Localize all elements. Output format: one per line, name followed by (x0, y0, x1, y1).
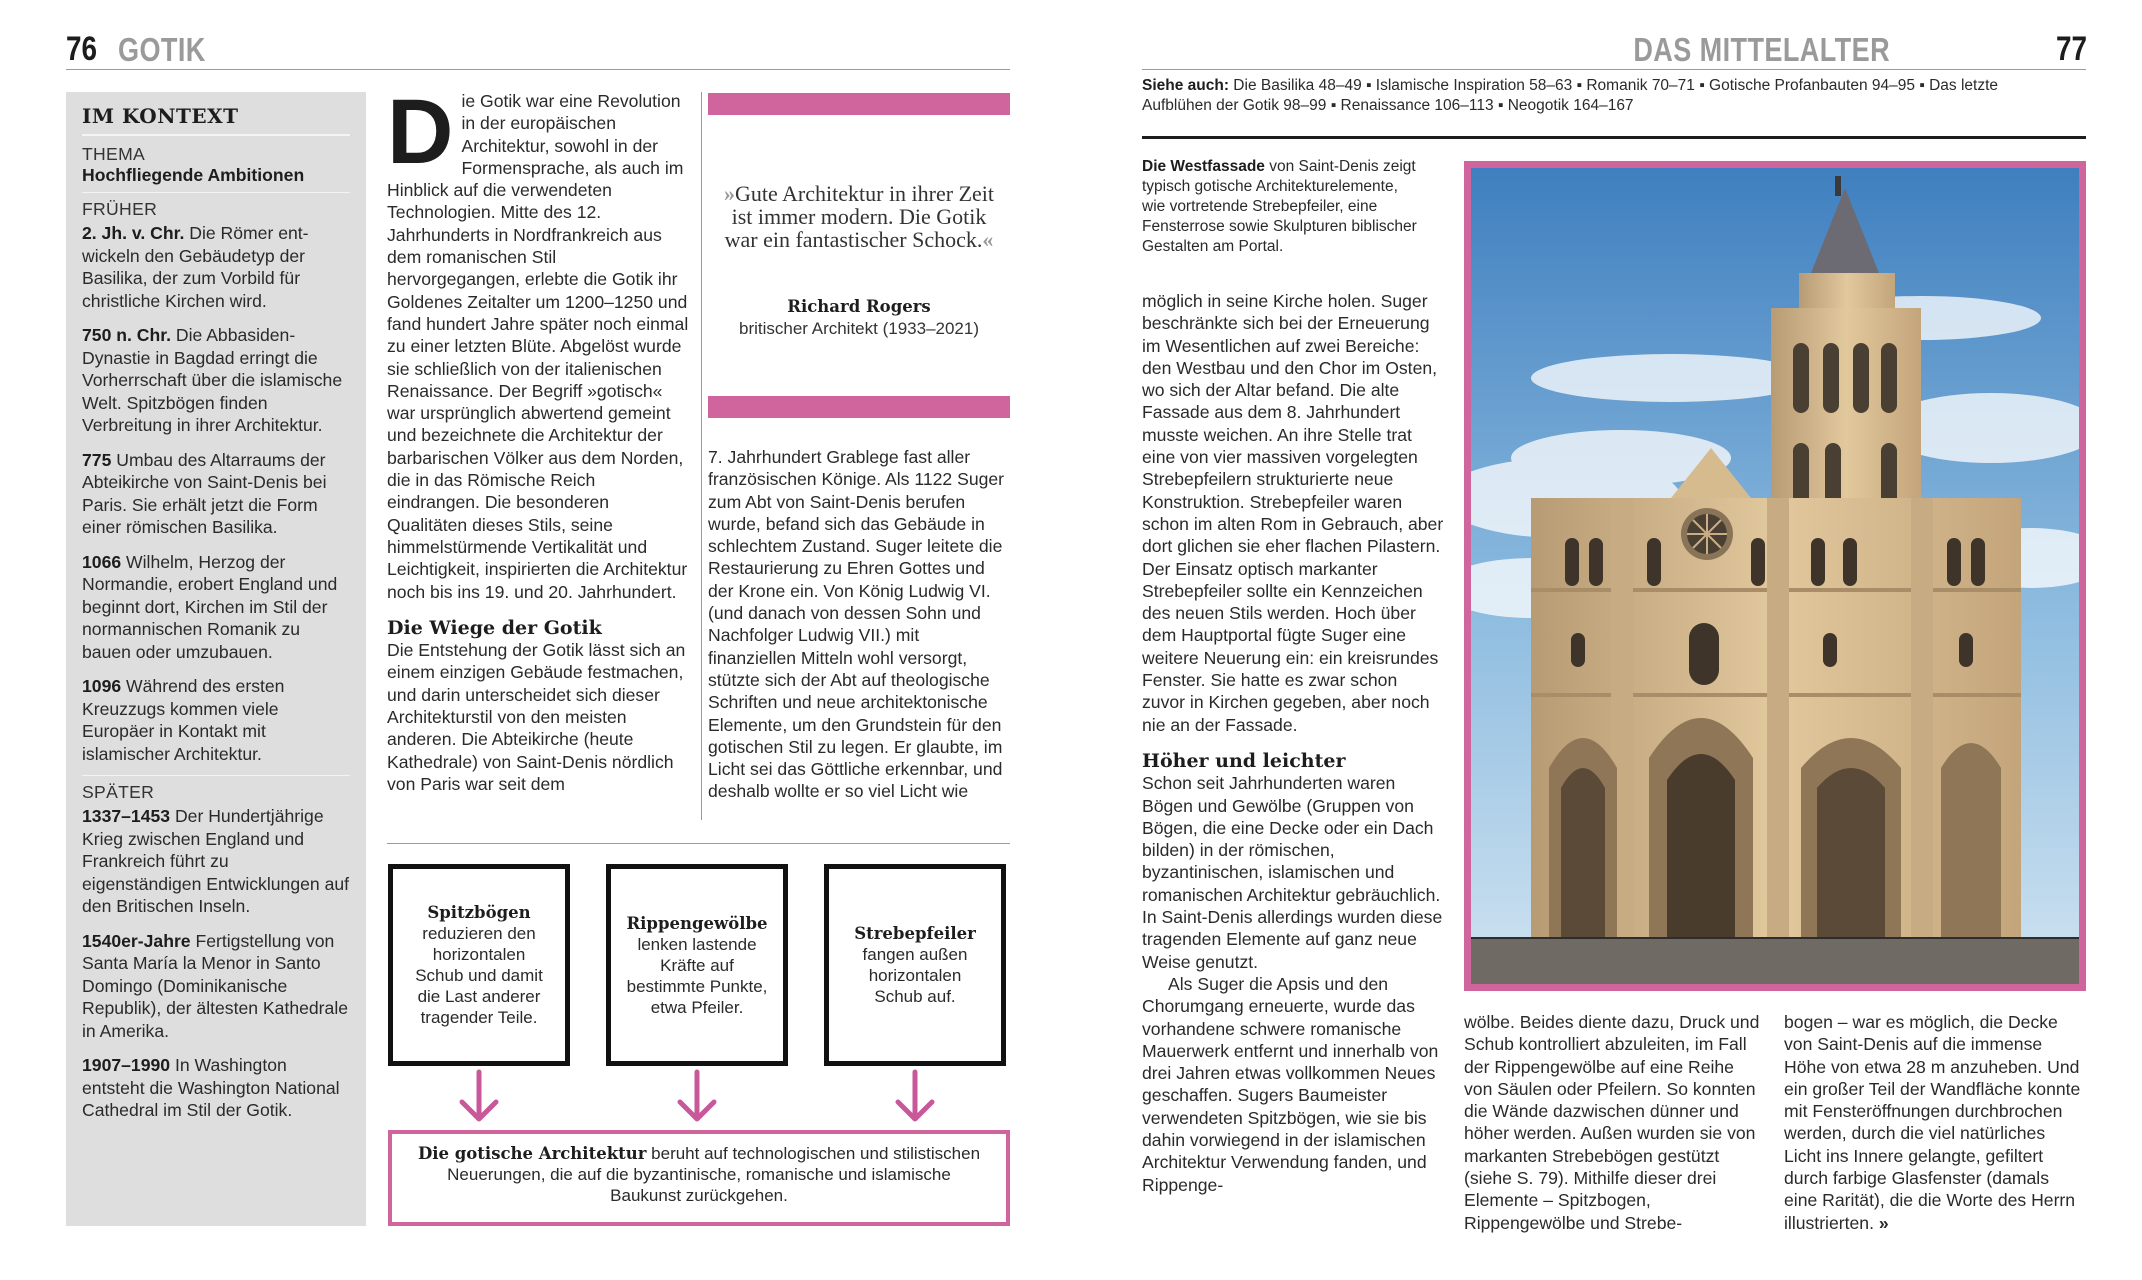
right-column-two (1464, 1011, 1766, 1234)
summary-text: beruht auf technologischen und stilistischen Neuerungen, die auf die byzantinische, romanische und islamische Baukunst zurückgehen. (447, 1144, 981, 1205)
see-also-rule (1142, 136, 2086, 139)
quote-close-mark: « (982, 227, 994, 252)
quote-bar-top (708, 93, 1010, 115)
see-also (1142, 76, 2022, 116)
later-label: SPÄTER (82, 782, 155, 802)
earlier-entry-date: 1096 (82, 676, 122, 696)
context-sidebar (66, 92, 366, 1226)
section-title-left: GOTIK (118, 31, 206, 68)
box-strebepfeiler-title: Strebepfeiler (854, 924, 976, 943)
earlier-entry-text: Während des ersten Kreuzzugs kommen viele Europäer in Kontakt mit islamischer Architektur. (82, 676, 285, 764)
pull-quote (720, 182, 998, 251)
header-rule-left (66, 69, 1010, 70)
later-entry-text: In Washington entsteht die Washington National Cathedral im Stil der Gotik. (82, 1055, 340, 1120)
diagram-top-rule (387, 843, 1010, 844)
right-column-three (1784, 1011, 2086, 1234)
box-strebepfeiler (824, 864, 1006, 1066)
wiege-paragraph: Die Entstehung der Gotik lässt sich an einem einzigen Gebäude festmachen, und darin unterscheidet sich dieser Architekturstil von den meisten anderen. Die Abteikirche (heute Kathedrale) von Saint-Denis nördlich von Paris war seit dem (387, 640, 686, 794)
continue-marker: » (1873, 1212, 1889, 1233)
earlier-entry (82, 324, 350, 437)
photo-caption (1142, 157, 1424, 257)
later-entry-date: 1907–1990 (82, 1055, 171, 1075)
box-rippengewoelbe-title: Rippengewölbe (626, 913, 768, 933)
right-col1-paragraph3: Als Suger die Apsis und den Chorumgang erneuerte, wurde das vorhandene schwere romanische Mauerwerk entfernt und innerhalb von drei Jahren etwas vollkommen Neues geschaffen. Sugers Baumeister verwendeten Spitzbögen, wie sie bis dahin vorwiegend in der islamischen Architektur Verwendung fanden, und Rippenge- (1142, 973, 1439, 1195)
drop-cap: D (387, 81, 454, 183)
page-number-left: 76 (66, 30, 98, 68)
right-col2-paragraph: wölbe. Beides diente dazu, Druck und Schub kontrolliert abzuleiten, im Fall der Rippengewölbe auf eine Reihe von Säulen oder Pfeilern. So konnten die Wände dazwischen dünner und höher werden. Außen wurden sie von markanten Strebebögen gestützt (siehe S. 79). Mithilfe dieser drei Elemente – Spitzbogen, Rippengewölbe und Strebe- (1464, 1012, 1760, 1233)
box-spitzboegen-text: reduzieren den horizontalen Schub und damit die Last anderer tragender Teile. (415, 924, 543, 1027)
later-entry-text: Fertigstellung von Santa María la Menor in Santo Domingo (Dominikanische Republik), der ältesten Kathedrale in Amerika. (82, 930, 349, 1041)
page-number-right: 77 (2056, 30, 2088, 68)
earlier-entry (82, 222, 350, 312)
earlier-entry-text: Die Römer entwickeln den Gebäudetyp der Basilika, der zum Vorbild für christliche Kirchen wird. (82, 223, 309, 311)
diagram-arrows (388, 1066, 1010, 1126)
later-entry-text: Der Hundertjährige Krieg zwischen England und Frankreich führt zu eigenständigen Entwicklungen auf den Britischen Inseln. (82, 806, 350, 916)
intro-paragraph: ie Gotik war eine Revolution in der europäischen Architektur, sowohl in der Formensprache, als auch im Hinblick auf die verwendeten Technologien. Mitte des 12. Jahrhunderts in Nordfrankreich aus dem romanischen Stil hervorgegangen, erlebte die Gotik ihr Goldenes Zeitalter um 1200–1250 und fand hundert Jahre später noch einmal zu einer letzten Blüte. Abgelöst wurde sie schließlich von der italienischen Renaissance. Der Begriff »gotisch« war ursprünglich abwertend gemeint und bezeichnete die Architektur der barbarischen Völker aus dem Norden, die in das Römische Reich eindrangen. Die besonderen Qualitäten dieses Stils, seine himmelstürmende Vertikalität und Leichtigkeit, inspirierten die Architektur noch bis ins 19. und 20. Jahrhundert. (387, 91, 689, 602)
summary-box (388, 1130, 1010, 1226)
section-title-right: DAS MITTELALTER (1633, 31, 1890, 68)
earlier-entry (82, 449, 350, 539)
theme-value: Hochfliegende Ambitionen (82, 165, 305, 185)
quote-author: Richard Rogers (787, 297, 931, 316)
later-entry-date: 1540er-Jahre (82, 930, 191, 951)
column-three (708, 446, 1010, 803)
header-rule-right (1142, 69, 2086, 70)
later-entry (82, 1054, 350, 1122)
box-rippengewoelbe-text: lenken lastende Kräfte auf bestimmte Punkte, etwa Pfeiler. (626, 934, 768, 1017)
box-strebepfeiler-text: fangen außen horizontalen Schub auf. (862, 945, 968, 1006)
see-also-label: Siehe auch: (1142, 77, 1229, 94)
right-col1-paragraph: möglich in seine Kirche holen. Suger beschränkte sich bei der Erneuerung im Wesentlichen auf zwei Bereiche: den Westbau und den Chor im Osten, wo sich der Altar befand. Die alte Fassade aus dem 8. Jahrhundert musste weichen. An ihre Stelle trat eine von vier massiven vorgelegten Strebepfeilern strukturierte neue Konstruktion. Strebepfeiler waren schon im alten Rom in Gebrauch, aber dort glichen sie eher flachen Pilastern. Der Einsatz optisch markanter Strebepfeiler sollte ein Kennzeichen des neuen Stils werden. Hoch über dem Hauptportal fügte Suger eine weitere Neuerung ein: ein kreisrundes Fenster. Sie hatte es zwar schon zuvor in Kirchen gegeben, aber noch nie an der Fassade. (1142, 291, 1444, 735)
context-title: IM KONTEXT (82, 104, 239, 128)
earlier-entry-date: 1066 (82, 551, 122, 572)
later-entry-date: 1337–1453 (82, 806, 171, 826)
saint-denis-photo (1464, 161, 2086, 991)
heading-wiege: Die Wiege der Gotik (387, 616, 602, 639)
later-entry (82, 805, 350, 918)
column-divider (701, 92, 702, 820)
earlier-label: FRÜHER (82, 199, 158, 219)
right-col3-paragraph: bogen – war es möglich, die Decke von Saint-Denis auf die immense Höhe von etwa 28 m anzuheben. Und ein großer Teil der Wandfläche konnte mit Fensteröffnungen durchbrochen werden, durch die viel natürliches Licht ins Innere gelangte, gefiltert durch farbige Glasfenster (damals eine Rarität), die die Worte des Herrn illustrierten. (1784, 1012, 2081, 1233)
box-rippengewoelbe (606, 864, 788, 1066)
intro-column (387, 81, 689, 795)
quote-author-role: britischer Architekt (1933–2021) (738, 319, 980, 338)
earlier-entry-date: 2. Jh. v. Chr. (82, 223, 185, 243)
quote-bar-bottom (708, 396, 1010, 418)
earlier-entry (82, 675, 350, 765)
box-spitzboegen-title: Spitzbögen (427, 903, 531, 922)
right-column-one (1142, 290, 1444, 1196)
summary-bold: Die gotische Architektur (417, 1144, 647, 1163)
column-three-paragraph: 7. Jahrhundert Grablege fast aller französischen Könige. Als 1122 Suger zum Abt von Saint-Denis berufen wurde, befand sich das Gebäude in schlechtem Zustand. Suger leitete die Restaurierung zu Ehren Gottes und der Krone ein. Von König Ludwig VI. (und danach von dessen Sohn und Nachfolger Ludwig VII.) mit finanziellen Mitteln wohl versorgt, stützte sich der Abt auf theologische Schriften und neue architektonische Elemente, um den Grundstein für den gotischen Stil zu legen. Er glaubte, im Licht sei das Göttliche erkennbar, und deshalb wollte er so viel Licht wie (708, 447, 1005, 802)
earlier-entry (82, 551, 350, 664)
earlier-entry-date: 775 (82, 449, 112, 470)
see-also-links[interactable]: Die Basilika 48–49 ▪ Islamische Inspiration 58–63 ▪ Romanik 70–71 ▪ Gotische Profanbauten 94–95 ▪ Das letzte Aufblühen der Gotik 98–99 ▪ Renaissance 106–113 ▪ Neogotik 164–167 (1142, 77, 1999, 114)
earlier-entry-text: Wilhelm, Herzog der Normandie, erobert England und beginnt dort, Kirchen im Stil der normannischen Romanik zu bauen oder umzubauen. (82, 551, 338, 662)
earlier-entry-text: Die Abbasiden-Dynastie in Bagdad erringt die Vorherrschaft über die islamische Welt. Spitzbögen finden Verbreitung in ihrer Architektur. (82, 325, 343, 435)
caption-text: von Saint-Denis zeigt typisch gotische Architekturelemente, wie vortretende Strebepfeiler, eine Fensterrose sowie Skulpturen biblischer Gestalten am Portal. (1142, 158, 1417, 255)
caption-bold: Die Westfassade (1142, 158, 1265, 175)
earlier-entry-text: Umbau des Altarraums der Abteikirche von Saint-Denis bei Paris. Sie erhält jetzt die Form einer römischen Basilika. (82, 449, 327, 537)
basilica-illustration (1471, 168, 2079, 984)
heading-hoeher: Höher und leichter (1142, 749, 1346, 772)
right-col1-paragraph2: Schon seit Jahrhunderten waren Bögen und Gewölbe (Gruppen von Bögen, die eine Decke oder ein Dach bilden) in der römischen, byzantinischen, islamischen und romanischen Architektur gebräuchlich. In Saint-Denis allerdings wurden diese tragenden Elemente auf ganz neue Weise genutzt. (1142, 773, 1443, 972)
theme-label: THEMA (82, 144, 146, 164)
quote-text: Gute Architektur in ihrer Zeit ist immer modern. Die Gotik war ein fantastischer Schock. (724, 181, 995, 252)
later-entry (82, 930, 350, 1043)
earlier-entry-date: 750 n. Chr. (82, 325, 171, 345)
box-spitzboegen (388, 864, 570, 1066)
earlier-list (82, 222, 350, 765)
quote-open-mark: » (723, 181, 735, 206)
later-list (82, 805, 350, 1122)
